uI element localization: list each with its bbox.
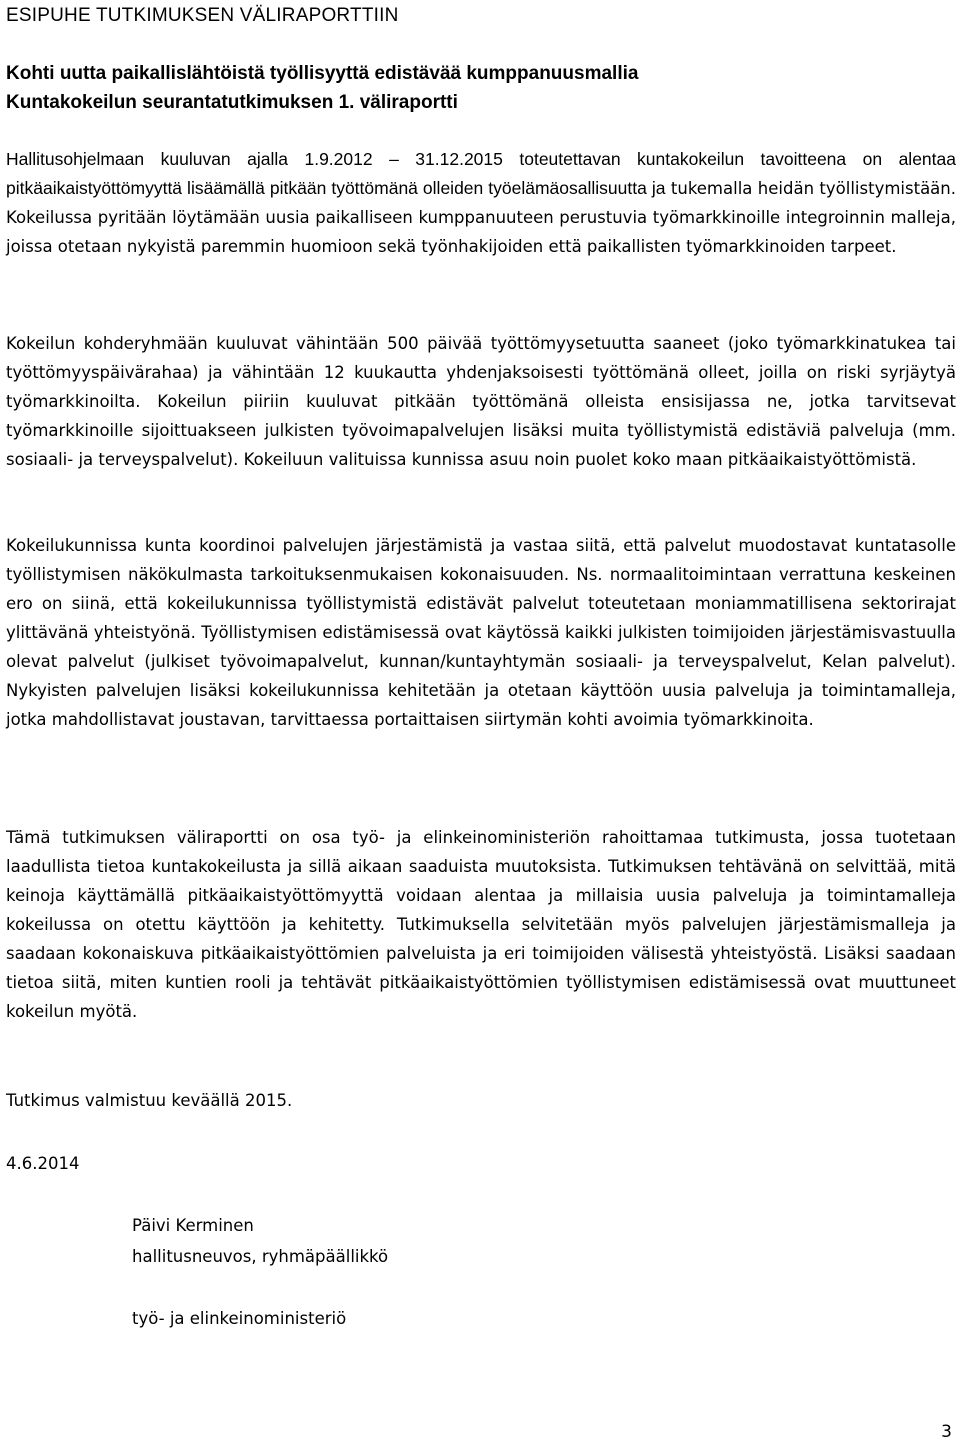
- running-header: ESIPUHE TUTKIMUKSEN VÄLIRAPORTTIIN: [6, 5, 399, 26]
- paragraph-4: Tämä tutkimuksen väliraportti on osa työ- ja elinkeinoministeriön rahoittamaa tutkimusta, jossa tuotetaan laadullista tietoa kuntakokeilusta ja sillä aikaan saaduista muutoksista. Tutkimuksen tehtävänä on selvittää, mitä keinoja käyttämällä pitkäaikaistyöttömyyttä voidaan alentaa ja millaisia uusia palveluja ja toimintamalleja kokeilussa on otettu käyttöön ja kehitetty. Tutkimuksella selvitetään myös palvelujen järjestämismalleja ja saadaan kokonaiskuva pitkäaikaistyöttömien palveluista ja eri toimijoiden välisestä yhteistyöstä. Lisäksi saadaan tietoa siitä, miten kuntien rooli ja tehtävät pitkäaikaistyöttömien työllistymisen edistämisessä ovat muuttuneet kokeilun myötä.: [6, 828, 956, 1021]
- document-title: [6, 59, 956, 117]
- page-number: 3: [941, 1422, 952, 1442]
- paragraph-1: [6, 145, 956, 261]
- paragraph-3: Kokeilukunnissa kunta koordinoi palvelujen järjestämistä ja vastaa siitä, että palvelut muodostavat kuntatasolle työllistymisen näkökulmasta tarkoituksenmukaisen kokonaisuuden. Ns. normaalitoimintaan verrattuna keskeinen ero on siinä, että kokeilukunnissa työllistymistä edistävät palvelut toteutetaan moniammatillisena sektorirajat ylittävänä yhteistyönä. Työllistymisen edistämisessä ovat käytössä kaikki julkisten toimijoiden järjestämisvastuulla olevat palvelut (julkiset työvoimapalvelut, kunnan/kuntayhtymän sosiaali- ja terveyspalvelut, Kelan palvelut). Nykyisten palvelujen lisäksi kokeilukunnissa kehitetään ja otetaan käyttöön uusia palveluja ja toimintamalleja, jotka mahdollistavat joustavan, tarvittaessa portaittaisen siirtymän kohti avoimia työmarkkinoita.: [6, 536, 956, 729]
- completion-note: Tutkimus valmistuu keväällä 2015.: [6, 1091, 293, 1110]
- signatory-title: hallitusneuvos, ryhmäpäällikkö: [132, 1247, 389, 1266]
- signatory-organization: työ- ja elinkeinoministeriö: [132, 1309, 347, 1328]
- paragraph-2: Kokeilun kohderyhmään kuuluvat vähintään 500 päivää työttömyysetuutta saaneet (joko työmarkkinatukea tai työttömyyspäivärahaa) ja vähintään 12 kuukautta yhdenjaksoisesti työttömänä olleet, joilla on riski syrjäytyä työmarkkinoilta. Kokeilun piiriin kuuluvat pitkään työttömänä olleista ensisijassa ne, jotka tarvitsevat työmarkkinoille sijoittuakseen julkisten työvoimapalvelujen lisäksi muita työllistymistä edistäviä palveluja (mm. sosiaali- ja terveyspalvelut). Kokeiluun valituissa kunnissa asuu noin puolet koko maan pitkäaikaistyöttömistä.: [6, 334, 956, 469]
- signatory-name: Päivi Kerminen: [132, 1216, 254, 1235]
- title-line-2: Kuntakokeilun seurantatutkimuksen 1. väliraportti: [6, 92, 458, 113]
- paragraph-1-rest: tukemalla heidän työllistymistään. Kokeilussa pyritään löytämään uusia paikalliseen kumppanuuteen perustuvia työmarkkinoille integroinnin malleja, joissa otetaan nykyistä paremmin huomioon sekä työnhakijoiden että paikallisten työmarkkinoiden tarpeet.: [6, 179, 956, 256]
- paragraph-1-lead: Hallitusohjelmaan kuuluvan ajalla 1.9.2012 – 31.12.2015 toteutettavan kuntakokeilun tavoitteena on alentaa pitkäaikaistyöttömyyttä lisäämällä pitkään työttömänä olleiden työelämäosallisuutta ja: [6, 149, 956, 198]
- date: 4.6.2014: [6, 1154, 80, 1173]
- title-line-1: Kohti uutta paikallislähtöistä työllisyyttä edistävää kumppanuusmallia: [6, 63, 639, 84]
